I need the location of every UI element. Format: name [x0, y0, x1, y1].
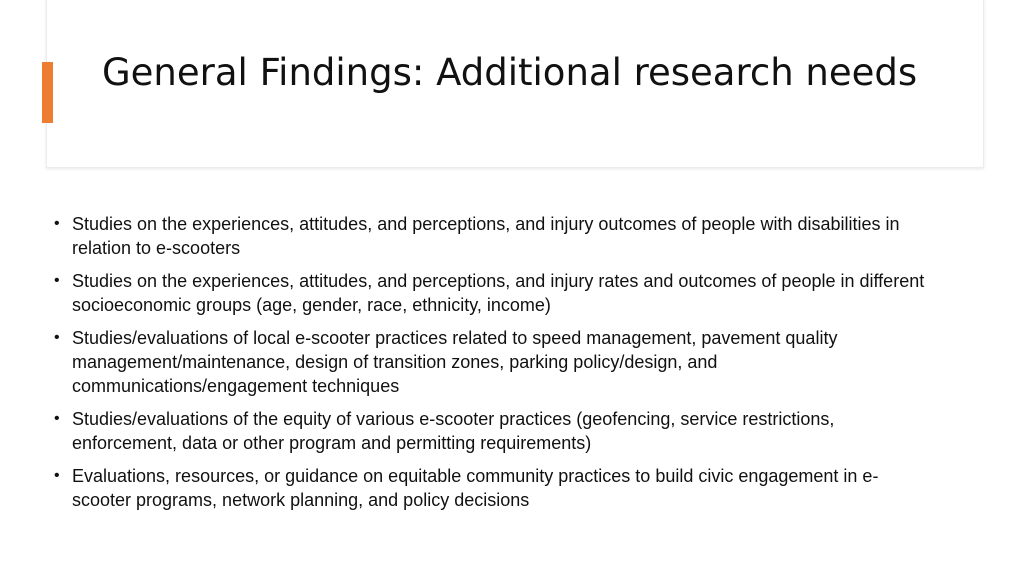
bullet-text: Studies/evaluations of local e-scooter practices related to speed management, pavement quality management/maintenance, design of transition zones, parking policy/design, and communications/engagement techniques [72, 328, 838, 396]
bullet-list [54, 212, 934, 521]
bullet-item [54, 407, 934, 455]
bullet-text: Studies on the experiences, attitudes, and perceptions, and injury outcomes of people with disabilities in relation to e-scooters [72, 214, 900, 258]
title-accent-bar [42, 62, 53, 123]
bullet-text: Studies on the experiences, attitudes, and perceptions, and injury rates and outcomes of people in different socioeconomic groups (age, gender, race, ethnicity, income) [72, 271, 925, 315]
bullet-item [54, 269, 934, 317]
bullet-dot-icon: • [54, 215, 60, 232]
bullet-dot-icon: • [54, 467, 60, 484]
bullet-dot-icon: • [54, 272, 60, 289]
slide-title: General Findings: Additional research needs [102, 51, 918, 94]
bullet-item [54, 326, 934, 398]
bullet-dot-icon: • [54, 410, 60, 427]
bullet-item [54, 212, 934, 260]
bullet-text: Studies/evaluations of the equity of various e-scooter practices (geofencing, service restrictions, enforcement, data or other program and permitting requirements) [72, 409, 835, 453]
bullet-item [54, 464, 934, 512]
bullet-dot-icon: • [54, 329, 60, 346]
bullet-text: Evaluations, resources, or guidance on equitable community practices to build civic engagement in e-scooter programs, network planning, and policy decisions [72, 466, 879, 510]
